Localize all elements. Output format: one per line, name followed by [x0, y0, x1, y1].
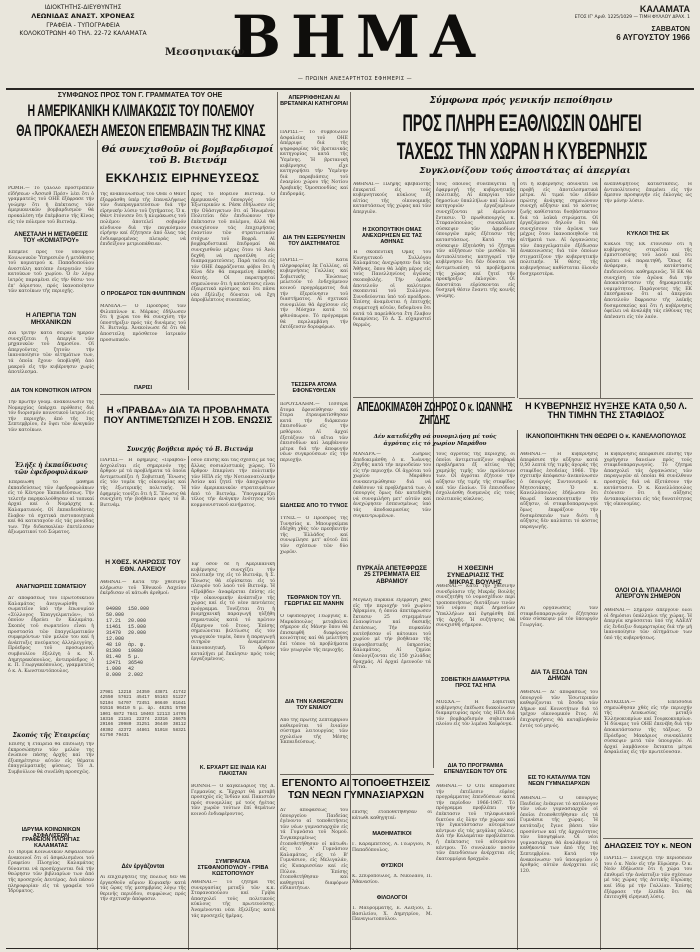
article-text: Ἐπίσης ἡ ἑταιρεία θά ἐπιδιώξη τήν ἐκπροσώπησιν τῶν μελῶν της ἐνώπιον πάσης ἀρχῆς καί τήν ἐξυπηρέτησιν αὐτῶν εἰς θέματα ἐπαγγελματικῆς φύσεως. Τό Δ. Συμβούλιον θά συνέλθη προσεχῶς.	[8, 742, 94, 775]
lottery-cell: 50.000	[106, 612, 125, 618]
lottery-cell: 1.000	[106, 666, 122, 672]
lottery-cell: 12471	[106, 660, 122, 666]
center-head-3: ΤΕΣΣΕΡΑ ΑΤΟΜΑ ΕΦΟΝΕΥΘΗΣΑΝ	[291, 382, 337, 394]
lottery-cell: 42	[128, 666, 135, 672]
right-headline-1: ΠΡΟΣ ΠΛΗΡΗ ΕΞΑΘΛΙΩΣΙΝ ΟΔΗΓΕΙ	[402, 110, 642, 137]
ornament-left	[160, 4, 190, 40]
fire-head: ΠΥΡΚΑΪΑ ΑΠΕΤΕΦΡΩΣΕ 25 ΣΤΡΕΜΜΑΤΑ ΕΙΣ ΑΒΡΑΜΙΟΥ	[356, 566, 428, 585]
pravda-head: Η «ΠΡΑΒΔΑ» ΔΙΑ ΤΑ ΠΡΟΒΛΗΜΑΤΑ ΠΟΥ ΑΝΤΙΜΕΤΩΠΙΖΕΙ Η ΣΟΒ. ΕΝΩΣΙΣ	[103, 405, 273, 426]
article-text: ΑΘΗΝΑΙ.— Ἡ κυβέρνησις ἀπεφάσισε τήν αὔξησιν κατά 0,50 λεπτά τῆς τιμῆς ἀγορᾶς τῆς σταφίδος ἐσοδείας 1966. Τήν σχετικήν ἀπόφασιν ἀνεκοίνωσεν ὁ ὑπουργός Συντονισμοῦ κ. Μητσοτάκης. Ὁ κ. Κανελλόπουλος ἐδήλωσεν ὅτι θεωρεῖ ἱκανοποιητικήν τήν αὔξησιν, οἱ σταφιδοπαραγωγοί ὅμως ἐκφράζουν τήν δυσαρέσκειάν των διότι ἡ αὔξησις δέν καλύπτει τό κόστος παραγωγῆς.	[520, 452, 598, 530]
zigdis-sub: Δέν κατεδέχθη νά συνομιλήση μέ τούς ἀγρότας εἰς τό χωρίον Μαράθου	[373, 434, 497, 447]
article-text: Ἰ. Μαυρομμάτης, Ε. Ἀλεξίου, Σ. Βασιλείου, Χ. Δημητρίου, Μ. Παναγιωτοπούλου.	[352, 906, 432, 923]
article-text: Ἀπό τῆς πρώτης Σεπτεμβρίου καθιεροῦται τό ἑνιαῖον σύστημα λειτουργίας τῶν σχολείων τῆς Μέσης Ἐκπαιδεύσεως.	[280, 718, 348, 746]
article-text: ΠΑΡΙΣΙ.— Ἡ ἐφημερίς «Πράβδα» ἀσχολεῖται εἰς σημερινόν της ἄρθρον μέ τά προβλήματα τά ὁποῖα ἀντιμετωπίζει ἡ Σοβιετική Ἕνωσις εἰς τόν τομέα τῆς οἰκονομίας καί τῆς ἐξωτερικῆς πολιτικῆς. Ἡ ἐφημερίς τονίζει ὅτι ἡ Σ. Ἕνωσις θά συνεχίση τήν βοήθειαν πρός τό Β. Βιετνάμ.	[100, 458, 186, 508]
column-divider	[97, 140, 98, 950]
article-text: Κ. Σπυρόπουλος, Δ. Νικολάου, Π. Ἀθανασίου.	[352, 874, 432, 885]
masthead-rule	[6, 88, 694, 90]
center-head-5: ΤΕΘΡΑΝΟΝ ΤΟΥ ΥΠ. ΓΕΩΡΓΙΑΣ ΕΙΣ ΜΑΝΗΝ	[284, 595, 344, 607]
right-small-head-5: ΕΙΣ ΤΟ ΚΑΤΑΛΥΜΑ ΤΩΝ ΝΕΩΝ ΓΥΜΝΑΣΙΑΡΧΩΝ	[527, 775, 591, 787]
left-subhead: Θά συνεχισθοῦν οἱ βομβαρδισμοί τοῦ Β. Βιετνάμ	[101, 145, 274, 166]
column-divider	[277, 92, 278, 950]
article-text: τούς ὁποίους συνεπάγεται ἡ ἐφαρμογή τῆς κυβερνητικῆς πολιτικῆς. Αἱ ἀπεργίαι τῶν δημοσίων ὑπαλλήλων καί ἄλλων κατηγοριῶν ἐργαζομένων συνεχίζονται μέ ἀμείωτον ἔντασιν. Ὁ πρωθυπουργός κ. Στεφανόπουλος συνεκάλεσε σύσκεψιν τῶν ἁρμοδίων ὑπουργῶν πρός ἐξέτασιν τῆς καταστάσεως. Κατά τήν σύσκεψιν ἐξητάσθη τό ζήτημα τῶν αὐξήσεων τῶν μισθῶν. Ἡ ἀντιπολίτευσις κατηγορεῖ τήν κυβέρνησιν ὅτι δέν δύναται νά ἀντιμετωπίση τά προβλήματα τῆς χώρας καί ζητεῖ τήν προκήρυξιν ἐκλογῶν. Οἱ ἀποστάται εὑρίσκονται εἰς δυσχερῆ θέσιν ἔναντι τῆς κοινῆς γνώμης.	[436, 182, 515, 299]
article-text: τούς ἀγρότας τῆς περιοχῆς, οἱ ὁποῖοι ἀντιμετωπίζουν σοβαρά προβλήματα ἐξ αἰτίας τῆς χαμηλῆς τιμῆς τῶν προϊόντων των. Οἱ ἀγρόται ἐζήτουν τήν αὔξησιν τῆς τιμῆς τῆς σταφίδος καί τῶν ἐλαίων. Τό ἐπεισόδιον ἐσχολιάσθη δυσμενῶς εἰς τούς πολιτικούς κύκλους.	[436, 452, 515, 502]
left-kicker: ΣΥΜΦΩΝΟΣ ΠΡΟΣ ΤΟΝ Γ. ΓΡΑΜΜΑΤΕΑ ΤΟΥ ΟΗΕ	[57, 92, 223, 99]
lottery-cell: 17.21	[106, 618, 122, 624]
issue-city: ΚΑΛΑΜΑΤΑ	[639, 4, 690, 14]
publisher-label: ΙΔΙΟΚΤΗΤΗΣ-ΔΙΕΥΘΥΝΤΗΣ	[44, 4, 122, 11]
issue-date: 6 ΑΥΓΟΥΣΤΟΥ 1966	[616, 33, 690, 42]
col1-head-3: ΔΙΑ ΤΟΝ ΚΟΙΝΟΤΙΚΟΝ ΙΑΤΡΟΝ	[10, 388, 92, 394]
col2-head-1: Ο ΠΡΟΕΔΡΟΣ ΤΩΝ ΦΙΛΙΠΠΙΝΩΝ	[100, 291, 186, 297]
section-rule	[100, 394, 275, 395]
lottery-cell: 81.40	[106, 654, 122, 660]
article-text: Ἐπέμενε πρός τόν ὑπουργόν Κοινωνικῶν Ὑπηρεσιῶν ἡ μετάθεσις τοῦ κομιατρού κ. Παπαδοπούλου ἀνεστάλη κατόπιν ἐνεργειῶν τῶν κατοίκων τοῦ χωρίου. Ὁ ἐν λόγῳ ἰατρός παραμένει εἰς τήν θέσιν του ἐπ' ἀόριστον, πρός ἱκανοποίησιν τῶν κατοίκων τῆς περιοχῆς.	[8, 250, 94, 295]
right-small-head-1: ΣΟΒΙΕΤΙΚΗ ΔΙΑΜΑΡΤΥΡΙΑ ΠΡΟΣ ΤΑΣ ΗΠΑ	[441, 677, 510, 689]
col1-head-2: Η ΑΠΕΡΓΙΑ ΤΩΝ ΜΗΧΑΝΙΚΩΝ	[25, 312, 77, 326]
subject-head-2: ΦΥΣΙΚΟΙ	[380, 863, 404, 869]
article-text: Αἱ ὀργανώσεις τῶν σταφιδοπαραγωγῶν ἐζήτησαν νέαν σύσκεψιν μέ τόν ὑπουργόν Γεωργίας.	[520, 606, 598, 628]
lottery-cell: 150.000	[128, 606, 150, 612]
right-small-head-2: ΔΙΑ ΤΟ ΠΡΟΓΡΑΜΜΑ ΕΠΕΝΔΥΣΕΩΝ ΤΟΥ ΟΤΕ	[443, 763, 508, 775]
lottery-cell: 36540	[128, 660, 144, 666]
article-text: Ὁ ὑφυπουργός Γεωργίας κ. Μαρκόπουλος μεταβαίνει σήμερον εἰς Μάνην ὅπου θά ἐπισκεφθῆ διαφόρους κοινότητας καί θά μελετήση ἐπί τόπου τά προβλήματα τῶν γεωργῶν τῆς περιοχῆς.	[280, 614, 348, 653]
col1-head-7: ΙΔΡΥΜΑ ΚΟΙΝΩΝΙΚΩΝ ΑΣΦΑΛΙΣΕΩΝ	[21, 827, 81, 839]
col1-head-4: Έλήξε ἡ ἐκπαίδευσις τῶν ἐφεδροφυλάκων	[14, 462, 88, 476]
lottery-cell: 12.000	[106, 636, 125, 642]
article-text: ἀνεπιθυμήτους καταστάσεις. Ἡ ἀντιπολίτευσις ἐπιμένει εἰς τήν ἄμεσον προσφυγήν εἰς ἐκλογάς ὡς τήν μόνην λύσιν.	[604, 182, 692, 204]
bottom-rule	[6, 948, 694, 949]
publisher-name: ΛΕΩΝΙΔΑΣ ΑΝΑΣΤ. ΧΡΟΝΕΑΣ	[31, 12, 135, 20]
lottery-cell: 81300	[106, 648, 122, 654]
article-text: Δι' ἀποφάσεως τοῦ Πρωτοδικείου Καλαμάτας ἀνεγνωρίσθη τό σωματεῖον ὑπό τήν ἐπωνυμίαν «Σύλλογος Ἐπαγγελματιῶν», τό ὁποῖον ἐδρεύει ἐν Καλαμάτᾳ. Σκοπός τοῦ σωματείου εἶναι ἡ προστασία τῶν ἐπαγγελματικῶν συμφερόντων τῶν μελῶν του καί ἡ ἀνάπτυξις πνεύματος ἀλληλεγγύης. Πρόεδρος τοῦ προσωρινοῦ συμβουλίου ἐξελέγη ὁ κ. Ν. Δημητρακόπουλος, ἀντιπρόεδρος ὁ κ. Π. Γεωργακόπουλος, γραμματεύς ὁ κ. Α. Κωνσταντόπουλος.	[8, 596, 94, 674]
lottery-cell: 31470	[106, 630, 122, 636]
article-text: Διά τρίτην κατά σειράν ἡμέραν συνεχίζεται ἡ ἀπεργία τῶν μηχανικῶν τοῦ Δημοσίου. Οἱ ἀπεργοῦντες ζητοῦν τήν ἱκανοποίησιν τῶν αἰτημάτων των, τά ὁποῖα ἔχουν ὑποβληθῆ ἀπό μακροῦ εἰς τήν κυβέρνησιν χωρίς ἀποτέλεσμα.	[8, 331, 94, 376]
article-text: Τήν πρώτην γνῶμ. ἀνακοίνωσιν τῆς Νομαρχίας ὑπάρχει πρόθεσις διά τόν διορισμόν κοινοτικοῦ ἰατροῦ εἰς τήν περιοχήν, ἀπό τῆς 1ης Σεπτεμβρίου, ἐν ὄψει τῶν ἀναγκῶν τῶν κατοίκων.	[8, 400, 94, 433]
right-kicker: Σύμφωνα πρός γενικήν πεποίθησιν	[429, 96, 613, 106]
article-text: Γ. Καραμπέτσος, Ἀ. Γεωργίου, Ν. Παπαδόπουλος.	[352, 842, 432, 853]
column-divider	[600, 510, 601, 950]
col2-head-2: ΠΑΡΙΣΙ	[134, 385, 152, 391]
issue-number: ΕΤΟΣ ΙΓ' Αριθ. 1225/1029 — ΤΙΜΗ ΦΥΛΛΟΥ ΔΡΑΧ. 1	[574, 15, 690, 20]
article-text: Τό Ἵδρυμα Κοινωνικῶν Ἀσφαλίσεων ἀνακοινοῖ ὅτι οἱ ἀσφαλισμένοι τοῦ Γραφείου Πλοηγίας Καλαμάτας δύνανται νά προσέρχωνται διά τήν θεώρησιν τῶν βιβλιαρίων των ἀπό τῆς προσεχοῦς Δευτέρας. Διά πᾶσαν πληροφορίαν εἰς τά γραφεῖα τοῦ Ἱδρύματος.	[8, 850, 94, 895]
article-text: Μεγάλη πυρκαϊά ἐξερράγη χθές εἰς τήν περιοχήν τοῦ χωρίου Ἀβραμίου, ἡ ὁποία ἀπετέφρωσεν ἔκτασιν 25 στρεμμάτων ἐλαιοφύτων καί δασικῆς ἐκτάσεως. Τήν πυρκαϊάν κατέσβεσαν οἱ κάτοικοι τοῦ χωρίου μέ τήν βοήθειαν τῆς πυροσβεστικῆς ὑπηρεσίας Καλαμάτας. Αἱ ζημίαι ὑπολογίζονται εἰς 150 χιλιάδας δραχμάς. Αἱ ἀρχαί ἐρευνοῦν τά αἴτια.	[353, 598, 431, 671]
article-text: ΑΘΗΝΑΙ.— Ὁ ὑπουργός Παιδείας ἐνέκρινε τό κατάλογον τῶν νέων γυμνασιαρχῶν οἱ ὁποῖοι ἐτοποθετήθησαν εἰς τά Γυμνάσια τῆς χώρας. Ἡ κατάταξις ἔγινε βάσει τῶν προσόντων καί τῆς ἀρχαιότητος τῶν ὑποψηφίων. Οἱ νέοι γυμνασιάρχαι θά ἀναλάβουν τά καθήκοντά των ἀπό τῆς 1ης Σεπτεμβρίου. Κατά τήν ἀνακοίνωσιν τοῦ ὑπουργείου ὁ ἀριθμός αὐτῶν ἀνέρχεται εἰς 120.	[520, 796, 598, 874]
article-text: ΠΑΡΙΣΙ.— Κατά πληροφορίας ἐκ Γαλλίας, αἱ κυβερνήσεις Γαλλίας καί Σοβιετικῆς Ἑνώσεως μελετοῦν τό ἐνδεχόμενον κοινοῦ προγράμματος διά τήν ἐξερεύνησιν τοῦ διαστήματος. Αἱ σχετικαί συνομιλίαι θά ἀρχίσουν εἰς τήν Μόσχαν κατά τό φθινόπωρον. Τό πρόγραμμα θά περιλαμβάνη τήν ἐκτόξευσιν δορυφόρων.	[280, 258, 348, 331]
section-rule	[280, 774, 434, 775]
center-head-1: ΑΠΕΡΡΙΦΘΗΣΑΝ ΑΙ ΒΡΕΤΑΝΙΚΑΙ ΚΑΤΗΓΟΡΙΑΙ	[280, 95, 348, 107]
issue-info	[570, 4, 690, 42]
article-text: ἐπίσης ἐτοποθετήθησαν οἱ κάτωθι καθηγηταί:	[352, 810, 432, 821]
right-small-head-6: ΔΗΛΩΣΕΙΣ ΤΟΥ κ. ΝΕΟΝ	[604, 841, 692, 850]
column-divider	[517, 430, 518, 950]
lottery-cell: 20.000	[128, 630, 147, 636]
lottery-numbers	[104, 606, 151, 678]
number-columns: 27981 12218 24350 43871 41742 42550 57621 45417 55163 51227 52104 54707 72451 86640 81641 91516 96410 5 μ. ἀρ. 48251 5750 1001 6872 7841 10403 12113 14765 18316 21181 22374 23316 26675 29166 29980 31251 36440 38112 40302 42372 44861 51018 58321 61750 79431	[100, 690, 186, 739]
lottery-table	[104, 606, 184, 678]
article-text: Ἡ κυβέρνησις ἀπεφάσισε ἐπίσης τήν χορήγησιν δανείων πρός τούς σταφιδοπαραγωγούς. Τό ζήτημα ἀπασχολεῖ τάς ὀργανώσεις τῶν παραγωγῶν αἱ ὁποῖαι θά συνέλθουν προσεχῶς διά νά ἐξετάσουν τήν κατάστασιν. Ὁ κ. Κανελλόπουλος ἐτόνισεν ὅτι ἡ αὔξησις ἀνταποκρίνεται εἰς τάς δυνατότητας τῆς οἰκονομίας.	[604, 452, 692, 508]
article-text: ΜΑΝΔΡΑ.— Ζωηρῶς ἀπεδοκιμάσθη ὁ κ. Ἰωάννης Ζηγδής κατά τήν περιοδείαν του εἰς τήν περιοχήν. Οἱ ἀγρόται τοῦ χωρίου Μαράθου συνεκεντρώθησαν διά νά ἐκθέσουν τά προβλήματά των, ὁ ὑπουργός ὅμως δέν κατεδέχθη νά συνομιλήση μετ' αὐτῶν καί ἀνεχώρησεν ἐσπευσμένως ὑπό τάς ἀποδοκιμασίας τῶν συγκεντρωμένων.	[353, 452, 431, 519]
article-text: ΛΕΥΚΩΣΙΑ.— Ἐπεισόδια σημειώθησαν χθές εἰς τήν περιοχήν τῆς Λευκωσίας μεταξύ Ἑλληνοκυπρίων καί Τουρκοκυπρίων. Ἡ δύναμις τοῦ ΟΗΕ ἐπενέβη διά τήν ἀποκατάστασιν τῆς τάξεως. Ὁ Πρόεδρος Μακάριος συνεκάλεσε σύσκεψιν μετά τῶν ὑπουργῶν. Αἱ ἀρχαί λαμβάνουν ἔκτακτα μέτρα ἀσφαλείας εἰς τήν πρωτεύουσαν.	[604, 700, 692, 756]
article-text: ΜΑΝΙΛΑ.— Ὁ Πρόεδρος τῶν Φιλιππίνων κ. Μάρκος ἐδήλωσεν ὅτι ἡ χώρα του θά συνεχίση τήν ὑποστήριξιν πρός τάς δυνάμεις τοῦ Ν. Βιετνάμ. Ἀνεκοίνωσε δέ ὅτι θά ἀποστείλη πρόσθετον ἰατρικόν προσωπικόν.	[100, 304, 186, 343]
article-text: ΑΘΗΝΑΙ.— Πλήρης ἀβεβαιότης ἐπικρατεῖ εἰς τούς κυβερνητικούς κύκλους ἐξ αἰτίας τῆς οἰκονομικῆς καταστάσεως τῆς χώρας καί τῶν ἀπεργιῶν.	[353, 182, 431, 215]
center-head-4: ΕΙΔΗΣΕΙΣ ΑΠΟ ΤΟ ΤΥΝΟΣ	[280, 503, 348, 509]
article-text: ΑΘΗΝΑΙ.— Σήμερον ἀπεργοῦν ὅλοι οἱ δημόσιοι ὑπάλληλοι τῆς χώρας. Ἡ ἀπεργία κηρύσσεται ὑπό τῆς ΑΔΕΔΥ εἰς ἔνδειξιν διαμαρτυρίας διά τήν μή ἱκανοποίησιν τῶν αἰτημάτων των ὑπό τῆς κυβερνήσεως.	[604, 608, 692, 641]
subject-head-1: ΜΑΘΗΜΑΤΙΚΟΙ	[372, 831, 412, 837]
offices-label: ΓΡΑΦΕΙΑ - ΤΥΠΟΓΡΑΦΕΙΑ	[46, 22, 120, 29]
section-rule	[519, 398, 693, 399]
col1-head-8: ΓΡΑΦΕΙΟΝ ΠΛΟΗΓΙΑΣ ΚΑΛΑΜΑΤΑΣ	[22, 837, 80, 849]
right-small-head-4: ΔΙΑ ΤΑ ΕΣΟΔΑ ΤΩΝ ΔΗΜΩΝ	[530, 670, 588, 683]
mid-head-2: ΣΥΜΠΡΑΓΑΙΑ ΣΤΕΦΑΝΟΠΟΥΛΟΥ - ΓΡΙΒΑ ΚΩΣΤΟΠΟΥΛΟΥ	[197, 859, 269, 877]
lottery-cell: 20.000	[128, 618, 147, 624]
article-text: ΠΑΡΙΣΙ.— Τό συμβούλιον ἀσφαλείας τοῦ ΟΗΕ ἀπέρριψε διά τῆς ψηφοφορίας τάς βρετανικάς κατηγορίας κατά τῆς Ὑεμένης. Ἡ βρετανική κυβέρνησις εἶχε κατηγορήσει τήν Ὑεμένην διά παραβιάσεις τοῦ ἐναερίου χώρου τῆς Νοτίου Ἀραβικῆς Ὁμοσπονδίας καί ἐπιδρομάς.	[280, 130, 348, 197]
article-text: ΡΩΜΗ.— Τό ζαλολό προστρέπειν εἰδήσεων «Ἀσσιεθ Πρέσ» λέει ὅτι ὁ γραμματεύς τοῦ ΟΗΕ ἐξέφρασε τήν γνώμην ὅτι ἡ ἐπέκτασις τῶν ἀμερικανικῶν βομβαρδισμῶν θά προκαλέση τήν ἐπέμβασιν τῆς Κίνας εἰς τόν πόλεμον τοῦ Βιετνάμ.	[8, 186, 94, 225]
col1-head-5: ΑΝΑΓΝΩΡΙΣΙΣ ΣΩΜΑΤΕΙΟΥ	[15, 584, 87, 590]
left-banner: ΕΚΚΛΗΣΙΣ ΕΙΡΗΝΕΥΣΕΩΣ	[105, 171, 260, 185]
publisher-info	[8, 4, 158, 38]
gymnasiarchs-head: ΕΓΕΝΟΝΤΟ ΑΙ ΤΟΠΟΘΕΤΗΣΕΙΣ ΤΩΝ ΝΕΩΝ ΓΥΜΝΑΣΙΑΡΧΩΝ	[281, 778, 431, 801]
article-text: Δι' ἀποφάσεως τοῦ ὑπουργείου Παιδείας ἐγένοντο αἱ τοποθετήσεις τῶν νέων γυμνασιαρχῶν εἰς τά Γυμνάσια τοῦ Νομοῦ. Συγκεκριμένως ἐτοποθετήθησαν οἱ κάτωθι: εἰς τό Α' Γυμνάσιον Καλαμάτας, εἰς τό Β' Γυμνάσιον, εἰς Μελιγαλάν, εἰς Κυπαρισσίαν καί εἰς Πύλον. Ἐπίσης ἐτοποθετήθησαν καί καθηγηταί διαφόρων εἰδικοτήτων.	[280, 808, 348, 892]
lottery-row	[104, 672, 151, 678]
column-divider	[517, 178, 518, 398]
article-text: πρός τό Βόρειον Βιετνάμ. Ὁ ἀμερικανός ὑπουργός τῶν Ἐξωτερικῶν κ. Ράσκ ἐδήλωσεν εἰς τήν Οὐάσιγκτων ὅτι αἱ Ἡνωμέναι Πολιτεῖαι δέν ἐπιδιώκουν τήν ἐπέκτασιν τοῦ πολέμου, ἀλλά θά συνεχίσουν τάς ἐπιχειρήσεις ἐναντίον τῶν στρατιωτικῶν στόχων τοῦ Βορρᾶ. Αἱ βομβαρδιστικαί ἐπιδρομαί θά συνεχισθοῦν μέχρις ὅτου τό Ἀνόι δεχθῆ νά προσέλθη εἰς διαπραγματεύσεις. Παρά ταῦτα εἰς τόν ΟΗΕ ἐκφράζονται φόβοι ὅτι ἡ Κίνα δέν θά παραμείνη ἀπαθής θεατής. Οἱ παρατηρηταί σημειώνουν ὅτι ἡ κατάστασις εἶναι ἐξαιρετικά κρίσιμος καί ὅτι πᾶσα νέα ἐξέλιξις δύναται νά ἔχη ἀπροβλέπτους συνεπείας.	[191, 192, 275, 304]
masthead-slogan: — ΠΡΩΙΝΗ ΑΝΕΞΑΡΤΗΤΟΣ ΕΦΗΜΕΡΙΣ —	[297, 76, 413, 82]
article-text: ΑΘΗΝΑΙ.— Δι' ἀποφάσεως τοῦ ὑπουργοῦ τῶν Ἐσωτερικῶν καθορίζονται τά ἔσοδα τῶν Δήμων καί Κοινοτήτων διά τό τρέχον οἰκονομικόν ἔτος. Αἱ ἐπιχορηγήσεις θά καταβληθοῦν ἐντός τοῦ μηνός.	[520, 690, 598, 729]
column-divider	[188, 190, 189, 390]
raisin-head: Η ΚΥΒΕΡΝΗΣΙΣ ΗΥΞΗΣΕ ΚΑΤΑ 0,50 Λ. ΤΗΝ ΤΙΜΗΝ ΤΗΣ ΣΤΑΦΙΔΟΣ	[525, 401, 687, 421]
column-divider	[188, 456, 189, 950]
sanit-head: Η ΧΘΕΣΙΝΗ ΣΥΝΕΔΡΙΑΣΙΣ ΤΗΣ ΜΙΚΡΑΣ ΒΟΥΛΗΣ	[447, 565, 504, 586]
lottery-cell: 11461	[106, 624, 122, 630]
article-text: τῆς ἀνακοινώσεως τοῦ ΟΗΕ ὁ Θάντ ἐξεφράσθη ὑπέρ τῆς ἐπαναλήψεως τῶν διαπραγματεύσεων διά τήν εἰρηνικήν λύσιν τοῦ ζητήματος. Ὁ κ. Θάντ ἐτόνισεν ὅτι ἡ κλιμάκωσις τοῦ πολέμου ἀποτελεῖ σοβαρόν κίνδυνον διά τήν παγκόσμιον εἰρήνην καί ἐζήτησεν ἀπό ὅλας τάς ἐνδιαφερομένας πλευράς νά ἐπιδείξουν μετριοπάθειαν.	[100, 192, 186, 248]
right-small-head-7: ΚΥΚΛΟΙ ΤΗΣ ΕΚ	[626, 231, 670, 237]
article-text: ΙΕΡΟΥΣΑΛΗΜ.— Τέσσερα ἄτομα ἐφονεύθησαν καί ἕτερα ἐτραυματίσθησαν κατά τήν διάρκειαν ἐπεισοδίων εἰς τήν μεθόριον. Αἱ ἀρχαί ἐξετάζουν τά αἴτια τῶν ἐπεισοδίων καί λαμβάνουν μέτρα διά τήν ἀποφυγήν νέων συγκρούσεων εἰς τήν περιοχήν.	[280, 402, 348, 463]
article-text: ΒΟΝΝΗ.— Ὁ καγκελάριος τῆς Δ. Γερμανίας κ. Ἔρχαρτ θά μεταβῆ προσεχῶς εἰς Ἰνδίαν καί Πακιστάν πρός συνομιλίας μέ τούς ἡγέτας τῶν χωρῶν τούτων ἐπί θεμάτων κοινοῦ ἐνδιαφέροντος.	[191, 784, 275, 817]
lottery-cell: 2.002	[128, 672, 144, 678]
article-text: ΜΟΣΧΑ.— Ἡ Σοβιετική κυβέρνησις ἐπέδωσε διακοίνωσιν διαμαρτυρίας πρός τάς ΗΠΑ διά τόν βομβαρδισμόν σοβιετικοῦ πλοίου εἰς τόν λιμένα Χαϊφόνγκ.	[436, 700, 515, 728]
article-text: ΤΥΝΙΣ.— Ὁ Πρόεδρος τῆς Τυνησίας κ. Μπουργκίμπα ἐδέχθη χθές τόν πρεσβευτήν τῆς Ἑλλάδος καί συνωμίλησε μετ' αὐτοῦ ἐπί τῶν σχέσεων τῶν δύο χωρῶν.	[280, 516, 348, 555]
lottery-cell: ἀρ. φ.	[128, 642, 147, 648]
article-text: Ἡ σκοπευτική Ὁμάς τοῦ Κυνηγετικοῦ Συλλόγου Καλαμάτας ἀνεχώρησεν διά τάς Ἀθήνας, ὅπου θά λάβη μέρος εἰς τούς Πανελληνίους ἀγῶνας σκοποβολῆς. Τήν ὁμάδα ἀποτελοῦν οἱ καλύτεροι σκοπευταί τοῦ Συλλόγου. Συνοδεύονται ὑπό τοῦ προέδρου. Ἐπίσης ἀναμένεται ἡ ἐπιτυχής συμμετοχή αὐτῶν, δεδομένου ὅτι κατά τά παρελθόντα ἔτη ἔλαβον διακρίσεις. Τό Δ. Σ. εὐχαριστεῖ θερμῶς.	[353, 250, 431, 328]
masthead-region: Μεσσηνιακόν	[165, 47, 245, 58]
article-text: Ἐφ' ὅσον δέ ἡ Ἀμερικανική κυβέρνησις συνεχίζει τήν πολιτικήν της εἰς τό Βιετνάμ, ἡ Σ. Ἕνωσις θά εὑρίσκεται εἰς τό πλευρόν τοῦ λαοῦ τοῦ Βιετνάμ. Ἡ «Πράβδα» ἀναφέρεται ἐπίσης εἰς τήν οἰκονομικήν ἀνάπτυξιν τῆς χώρας καί εἰς τό νέον πεντάετες πρόγραμμα. Τονίζεται ὅτι ἡ βιομηχανική παραγωγή ηὐξήθη σημαντικῶς κατά τό πρῶτον ἑξάμηνον τοῦ ἔτους. Ἐπίσης σημειώνεται βελτίωσις εἰς τόν γεωργικόν τομέα, ὅπου ἡ παραγωγή σιτηρῶν ἀναμένεται ἱκανοποιητική. Τό ἄρθρον καταλήγει μέ ἔκκλησιν πρός τούς ἐργαζομένους.	[191, 562, 275, 663]
left-headline-1: Η ΑΜΕΡΙΚΑΝΙΚΗ ΚΛΙΜΑΚΩΣΙΣ ΤΟΥ ΠΟΛΕΜΟΥ	[27, 101, 255, 120]
right-side-head: Η ΣΚΟΠΟΥΤΙΚΗ ΟΜΑΣ ΑΝΕΧΩΡΗΣΕΝ ΕΙΣ ΤΑΣ ΑΘΗΝΑΣ	[361, 227, 423, 245]
right-headline-2: ΤΑΧΕΩΣ ΤΗΝ ΧΩΡΑΝ Η ΚΥΒΕΡΝΗΣΙΣ	[396, 138, 648, 165]
article-text: Αἱ ἐπιχειρήσεις τῆς πόλεως δέν θά ἐργασθοῦν αὔριον Κυριακήν κατά τάς ὥρας τῆς μεσημβρίας λόγῳ τῆς θερινῆς περιόδου, συμφώνως πρός τήν σχετικήν ἀπόφασιν.	[100, 875, 186, 903]
raisin-sub: ΙΚΑΝΟΠΟΙΗΤΙΚΗΝ ΤΗΝ ΘΕΩΡΕΙ Ο κ. ΚΑΝΕΛΛΟΠΟΥΛΟΣ	[525, 434, 687, 440]
column-divider	[433, 178, 434, 768]
pravda-sub: Συνεχής βοήθεια πρός τό Β. Βιετνάμ	[126, 446, 254, 453]
article-text: ΑΘΗΝΑΙ.— Τό ζήτημα τῆς συνεργασίας μεταξύ τῶν κ.κ. Στεφανοπούλου καί Γρίβα ἀπασχολεῖ τούς πολιτικούς κύκλους τῆς πρωτευούσης. Ἀναμένονται νέαι ἐξελίξεις κατά τάς προσεχεῖς ἡμέρας.	[191, 880, 275, 919]
lottery-cell: 94980	[106, 606, 122, 612]
left-headline-2: ΘΑ ΠΡΟΚΑΛΕΣΗ ΑΜΕΣΟΝ ΕΠΕΜΒΑΣΙΝ ΤΗΣ ΚΙΝΑΣ	[16, 121, 266, 140]
article-text: ΠΑΡΙΣΙ.— Συνεχίζει τήν περιοδείαν του ὁ κ. Νεόν εἰς τήν Εὐρώπην. Ὁ κ. Νεόν ἐδήλωσεν ὅτι ἡ χώρα του ἐπιθυμεῖ τήν ἀνάπτυξιν τῶν σχέσεων μέ τάς χώρας τῆς Δυτικῆς Εὐρώπης καί ἰδίᾳ μέ τήν Γαλλίαν. Ἐπίσης ἐξέφρασε τήν ἐλπίδα ὅτι θά ἐπιτευχθῆ εἰρηνική λύσις.	[604, 856, 692, 901]
lottery-cell: 5 μ.	[128, 654, 141, 660]
mid-head-1: Κ. ΕΡΧΑΡΤ ΕΙΣ ΙΝΔΙΑ ΚΑΙ ΠΑΚΙΣΤΑΝ	[199, 765, 267, 777]
masthead-title: ΒΗΜΑ	[232, 3, 486, 71]
article-text: ὅτι ἡ κυβέρνησις ἀδυνατεῖ νά προβῆ εἰς ἀποτελεσματικά μέτρα. Αἱ τιμαί τῶν εἰδῶν πρώτης ἀνάγκης σημειώνουν συνεχῆ αὔξησιν καί τό κόστος ζωῆς καθίσταται δυσβάστακτον διά τά λαϊκά στρώματα. Οἱ ἐργαζόμενοι δηλοῦν ὅτι θά συνεχίσουν τόν ἀγῶνα των μέχρις ὅτου ἱκανοποιηθοῦν τά αἰτήματά των. Αἱ ὀργανώσεις τῶν ἐπαγγελματιῶν ἐξέδωσαν ἀνακοινώσεις διά τῶν ὁποίων στιγματίζουν τήν κυβερνητικήν πολιτικήν. Ἡ θέσις τῆς κυβερνήσεως καθίσταται ὁλονέν δυσχερεστέρα.	[520, 182, 598, 277]
right-subhead: Συγκλονίζουν τούς ἀποστάτας αἱ ἀπεργίαι	[419, 166, 631, 176]
article-text: ΑΘΗΝΑΙ.— Κατά τήν χθεσινήν συνεδρίασιν τῆς Μικρᾶς Βουλῆς συνεζητήθη τό νομοσχέδιον περί τροποποιήσεως διατάξεων τινῶν τοῦ νόμου περί Δημοσίων Ὑπαλλήλων καί ἐψηφίσθη ἐπί τῆς ἀρχῆς. Ἡ συζήτησις θά συνεχισθῆ σήμερον.	[436, 584, 515, 629]
col1-head-1: ΑΝΕΣΤΑΛΗ Η ΜΕΤΑΘΕΣΙΣ ΤΟΥ «ΚΟΜΙΑΤΡΟΥ»	[14, 232, 88, 245]
lottery-cell: 48 10	[106, 642, 122, 648]
section-rule	[603, 838, 693, 839]
article-text: Κύκλοι τῆς ΕΚ ἐτόνισαν ὅτι ἡ κυβέρνησις στερεῖται τῆς ἐμπιστοσύνης τοῦ λαοῦ καί ὅτι πρέπει νά παραιτηθῆ. Ὅπως δέ ἀνέφεραν, ἡ κατάστασις ἐπιδεινοῦται καθημερινῶς. Ἡ ΕΚ θά συνεχίση τόν ἀγῶνα διά τήν ἀποκατάστασιν τῆς δημοκρατικῆς νομιμότητος. Παράγοντες τῆς ΕΚ ἐπεσήμαναν ὅτι αἱ ἀπεργίαι ἀποτελοῦν ἔκφρασιν τῆς λαϊκῆς δυσαρεσκείας καί ὅτι ἡ κυβέρνησις ὀφείλει νά ἀναλάβη τάς εὐθύνας της ἀπέναντι εἰς τόν λαόν.	[604, 242, 692, 320]
zigdis-head: ΑΠΕΔΟΚΙΜΑΣΘΗ ΖΩΗΡΟΣ Ο κ. ΙΩΑΝΝΗΣ ΖΗΓΔΗΣ	[356, 399, 513, 427]
column-divider	[600, 178, 601, 398]
lottery-cell: 8.000	[106, 672, 122, 678]
article-text: Ἐπεραιώθη τό μάθημα ἐκπαιδεύσεως τῶν ἐφεδροφυλάκων εἰς τό Κέντρον Ἐκπαιδεύσεως. Τήν τελετήν παρηκολούθησαν αἱ τοπικαί ἀρχαί καί ὁ Νομάρχης κ. Καλαματιανός. Οἱ ἐκπαιδευθέντες ἔλαβον τά σχετικά πιστοποιητικά καί θά καταταγοῦν εἰς τάς μονάδας των. Τήν διδασκαλίαν ἐπετέλεσαν ἀξιωματικοί τοῦ Σώματος.	[8, 480, 94, 536]
right-small-head-3: ΟΛΟΙ ΟΙ Δ. ΥΠΑΛΛΗΛΟΙ ΑΠΕΡΓΟΥΝ ΣΗΜΕΡΟΝ	[614, 588, 682, 601]
center-head-2: ΔΙΑ ΤΗΝ ΕΞΕΡΕΥΝΗΣΙΝ ΤΟΥ ΔΙΑΣΤΗΜΑΤΟΣ	[282, 235, 346, 247]
col1-head-6: Σκοπός τῆς Ἑταιρείας	[12, 732, 90, 739]
lottery-cell: 19880	[128, 648, 144, 654]
issue-day: ΣΑΒΒΑΤΟΝ	[651, 26, 690, 33]
lottery-head: Η ΧΘΕΣ. ΚΛΗΡΩΣΙΣ ΤΟΥ ΕΘΝ. ΛΑΧΕΙΟΥ	[105, 559, 181, 573]
article-text: ὅσον ἐπίσης καί τάς σχέσεις μέ τάς ἄλλας σοσιαλιστικάς χώρας. Τό ἄρθρον ἐπικρίνει τήν πολιτικήν τῶν ΗΠΑ εἰς τήν Νοτιοανατολικήν Ἀσίαν καί ζητεῖ τήν ἀποχώρησιν τῶν ἀμερικανικῶν στρατευμάτων ἀπό τό Βιετνάμ. Ὑπογραμμίζει τέλος τήν ἀνάγκην ἑνότητος τοῦ κομμουνιστικοῦ κινήματος.	[191, 458, 275, 508]
section-rule	[353, 397, 515, 398]
column-divider	[350, 92, 351, 950]
col2-bottom-head: Δέν ἐργάζονται	[121, 864, 165, 870]
center-head-6: ΔΙΑ ΤΗΝ ΚΑΘΙΕΡΩΣΙΝ ΤΟΥ ΕΝΙΑΙΟΥ	[285, 699, 343, 711]
lottery-cell: 15.000	[128, 624, 147, 630]
offices-address: ΚΟΛΟΚΟΤΡΩΝΗ 40 ΤΗΛ. 22-72 ΚΑΛΑΜΑΤΑ	[19, 30, 147, 37]
article-text: ΑΘΗΝΑΙ.— Ὁ ΟΤΕ ἀπεφάσισε τήν ἐκτέλεσιν εὐρέος προγράμματος ἐπενδύσεων κατά τήν περίοδον 1966-1967. Τό πρόγραμμα προβλέπει τήν ἐπέκτασιν τοῦ τηλεφωνικοῦ δικτύου εἰς ὅλην τήν χώραν καί τήν ἐγκατάστασιν αὐτομάτων κέντρων εἰς τάς μεγάλας πόλεις. Διά τήν Καλαμάταν προβλέπεται ἡ ἐπέκτασις τοῦ αὐτομάτου κέντρου. Τό συνολικόν ποσόν τῶν ἐπενδύσεων ἀνέρχεται εἰς ἑκατομμύρια δραχμῶν.	[436, 784, 515, 862]
subject-head-3: ΦΙΛΟΛΟΓΟΙ	[376, 895, 408, 901]
article-text: ΑΘΗΝΑΙ.— Κατά τήν χθεσινήν κλήρωσιν τοῦ Ἐθνικοῦ Λαχείου ἐκέρδισαν οἱ κάτωθι ἀριθμοί:	[100, 580, 186, 597]
